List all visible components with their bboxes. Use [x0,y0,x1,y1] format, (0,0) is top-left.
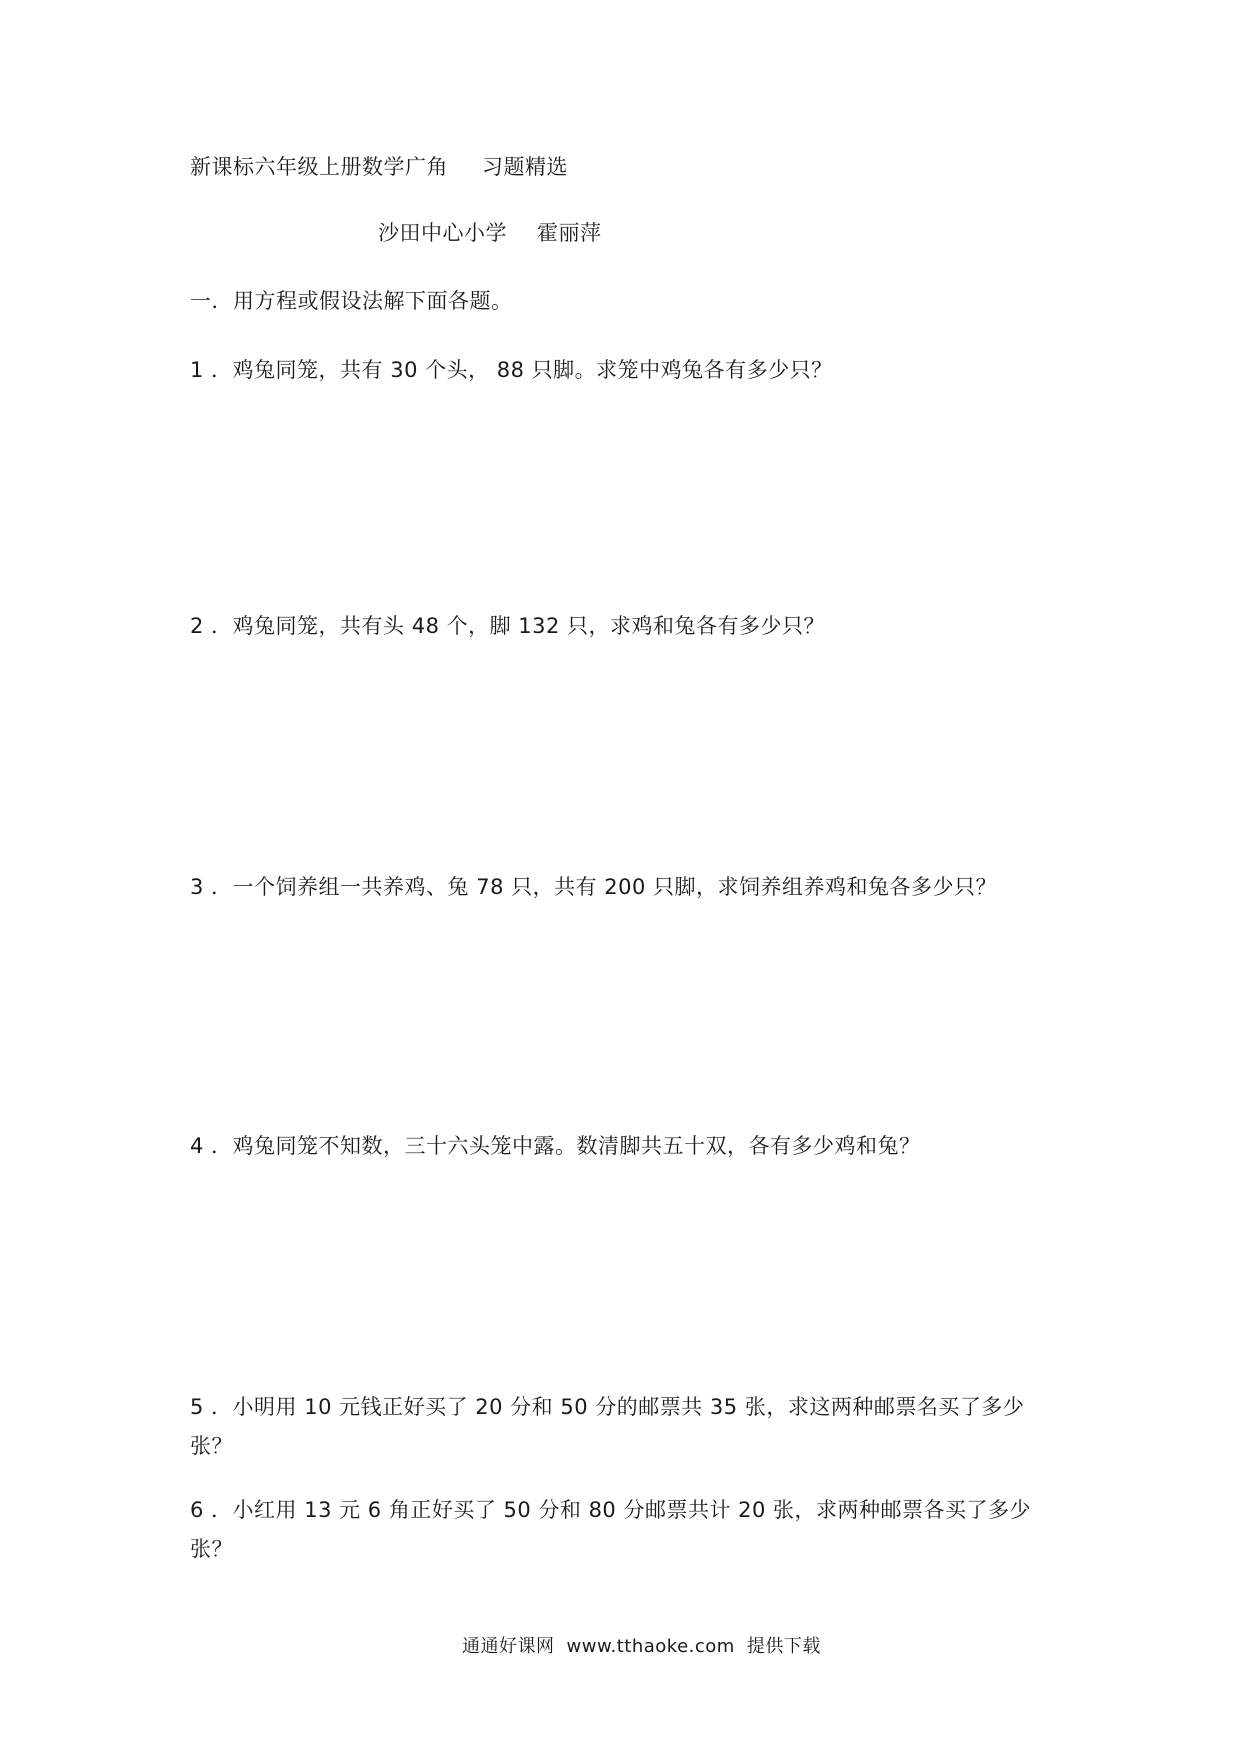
footer-url[interactable]: www.tthaoke.com [566,1636,735,1657]
page-title [190,153,568,181]
question-4: 4 ．鸡兔同笼不知数，三十六头笼中露。数清脚共五十双，各有多少鸡和兔？ [190,1134,921,1158]
question-2: 2 ．鸡兔同笼，共有头 48 个，脚 132 只，求鸡和兔各有多少只？ [190,614,826,638]
school-name: 沙田中心小学 [378,221,507,245]
page-footer [462,1635,821,1659]
question-1: 1 ．鸡兔同笼，共有 30 个头， 88 只脚。求笼中鸡兔各有多少只？ [190,358,833,382]
question-6-continuation: 张？ [190,1537,233,1561]
title-text: 新课标六年级上册数学广角 [190,155,448,179]
footer-site-name: 通通好课网 [462,1636,555,1657]
subtitle-text: 习题精选 [482,155,568,179]
byline [378,219,602,247]
question-3: 3 ．一个饲养组一共养鸡、兔 78 只，共有 200 只脚，求饲养组养鸡和兔各多少只？ [190,875,998,899]
author-name: 霍丽萍 [537,221,602,245]
question-6: 6 ．小红用 13 元 6 角正好买了 50 分和 80 分邮票共计 20 张，求两种邮票各买了多少 [190,1498,1032,1522]
footer-suffix: 提供下载 [746,1636,821,1657]
section-heading: 一．用方程或假设法解下面各题。 [190,289,513,313]
question-5-continuation: 张？ [190,1434,233,1458]
question-5: 5 ．小明用 10 元钱正好买了 20 分和 50 分的邮票共 35 张，求这两种邮票名买了多少 [190,1395,1025,1419]
